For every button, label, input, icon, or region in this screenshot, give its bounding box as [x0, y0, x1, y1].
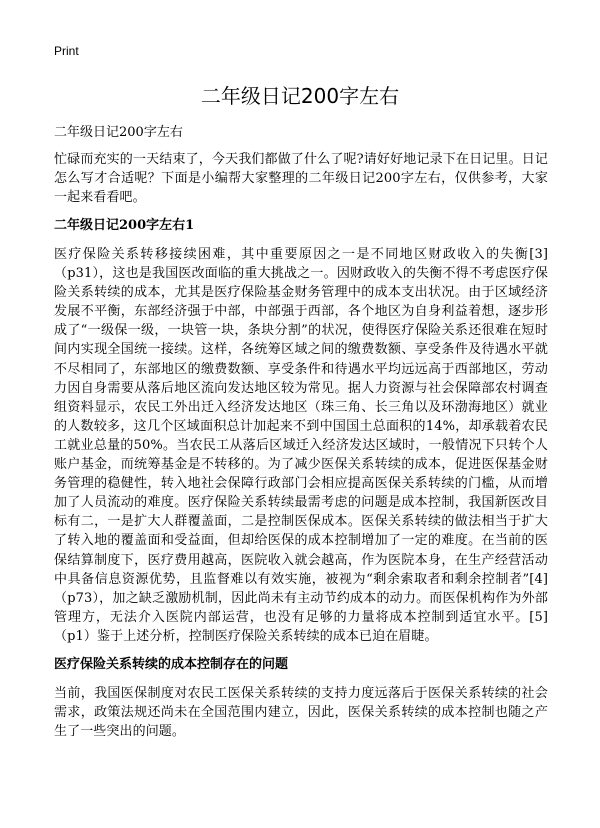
section-1-body: 医疗保险关系转移接续困难，其中重要原因之一是不同地区财政收入的失衡[3]（p31），这也是我国医改面临的重大挑战之一。因财政收入的失衡不得不考虑医疗保险关系转续的成本，尤其是医疗保险基金财务管理中的成本支出状况。由于区域经济发展不平衡，东部经济强于中部，中部强于西部，各个地区为自身利益着想，逐步形成了“一级保一级，一块管一块，条块分割”的状况，使得医疗保险关系还很难在短时间内实现全国统一接续。这样，各统筹区域之间的缴费数额、享受条件及待遇水平就不尽相同了，东部地区的缴费数额、享受条件和待遇水平均远远高于西部地区，劳动力因自身需要从落后地区流向发达地区较为常见。据人力资源与社会保障部农村调查组资料显示，农民工外出迁入经济发达地区（珠三角、长三角以及环渤海地区）就业的人数较多，这几个区域面积总计加起来不到中国国土总面积的14%，却承载着农民工就业总量的50%。当农民工从落后区域迁入经济发达区域时，一般情况下只转个人账户基金，而统筹基金是不转移的。为了减少医保关系转续的成本，促进医保基金财务管理的稳健性，转入地社会保障行政部门会相应提高医保关系转续的门槛，从而增加了人员流动的难度。医疗保险关系转续最需考虑的问题是成本控制，我国新医改目标有二，一是扩大人群覆盖面，二是控制医保成本。医保关系转续的做法相当于扩大了转入地的覆盖面和受益面，但却给医保的成本控制增加了一定的难度。在当前的医保结算制度下，医疗费用越高，医院收入就会越高，作为医院本身，在生产经营活动中具备信息资源优势，且监督难以有效实施，被视为“剩余索取者和剩余控制者”[4]（p73），加之缺乏激励机制，因此尚未有主动节约成本的动力。而医保机构作为外部管理方，无法介入医院内部运营，也没有足够的力量将成本控制到适宜水平。[5]（p1）鉴于上述分析，控制医疗保险关系转续的成本已迫在眉睫。 [54, 247, 548, 644]
page-title: 二年级日记200字左右 [200, 84, 400, 108]
section-1-heading: 二年级日记200字左右1 [54, 218, 195, 233]
print-link[interactable]: Print [54, 44, 79, 58]
subtitle: 二年级日记200字左右 [54, 125, 183, 140]
intro-paragraph: 忙碌而充实的一天结束了，今天我们都做了什么了呢?请好好地记录下在日记里。日记怎么写才合适呢？下面是小编帮大家整理的二年级日记200字左右，仅供参考，大家一起来看看吧。 [54, 152, 548, 206]
section-2-body: 当前，我国医保制度对农民工医保关系转续的支持力度远落后于医保关系转续的社会需求，政策法规还尚未在全国范围内建立，因此，医保关系转续的成本控制也随之产生了一些突出的问题。 [54, 686, 548, 740]
section-2-heading: 医疗保险关系转续的成本控制存在的问题 [54, 657, 289, 672]
